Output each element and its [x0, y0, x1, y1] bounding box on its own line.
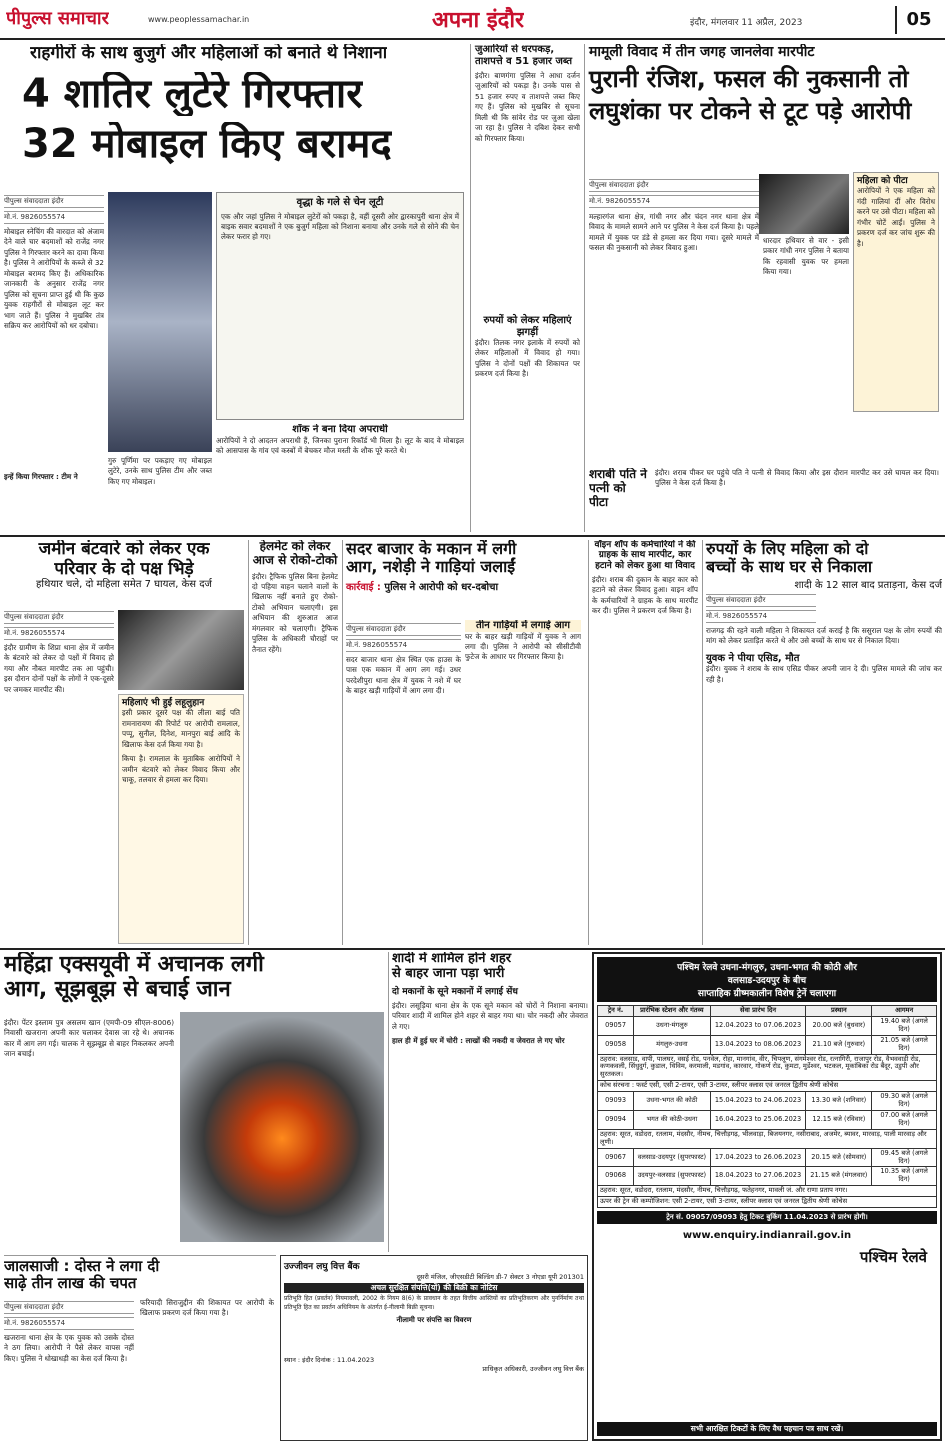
story4-body: इंदौर ग्रामीण के शिप्रा थाना क्षेत्र में जमीन के बंटवारे को लेकर दो पक्षों में विवाद हो गया और नौबत मारपीट तक आ पहुंची। इस दौरान दोनों पक्षों के लोगों ने एक-दूसरे पर जमकर मारपीट की। — [4, 643, 114, 694]
story4-mobile: मो.नं. 9826055574 — [4, 627, 114, 640]
story6-sub-body: घर के बाहर खड़ी गाड़ियों में युवक ने आग लगा दी। पुलिस ने आरोपी को सीसीटीवी फुटेज के आधार पर गिरफ्तार किया है। — [465, 631, 581, 662]
story6-mobile: मो.नं. 9826055574 — [346, 639, 461, 652]
railway-halts1: ठहराव: वलसाड, वापी, पालघर, वसई रोड, पनवेल, रोहा, मानगांव, वीर, चिपलूण, संगमेश्वर रोड, रत्नागिरी, राजापुर रोड, वैभववाड़ी रोड, कणकवली, सिंधुदुर्ग, कुडाल, थिविम, करमाली, मडगांव, कारवार, गोकर्ण रोड, कुमटा, मुर्डेश्वर, भटकल, मूकांबिका रोड बैंदूर, उडुपी और सुरतकल। — [598, 1054, 937, 1081]
story8-body: राजगढ़ की रहने वाली महिला ने शिकायत दर्ज कराई है कि ससुराल पक्ष के लोग रुपयों की मांग को लेकर प्रताड़ित करते थे और उसे बच्चों के साथ घर से निकाल दिया। — [706, 625, 942, 646]
story10-headline1: शादी में शामिल होने शहर — [392, 952, 512, 966]
story11-headline2: साढ़े तीन लाख की चपत — [4, 1274, 137, 1293]
railway-header-arrival: आगमन — [872, 1006, 937, 1017]
story11-byline: पीपुल्स संवाददाता इंदौर — [4, 1301, 134, 1314]
story1-photo — [108, 192, 212, 452]
story1-headline2: 32 मोबाइल किए बरामद — [22, 122, 392, 166]
story11-body2: फरियादी सिराजुद्दीन की शिकायत पर आरोपी के खिलाफ प्रकरण दर्ज किया गया है। — [140, 1298, 274, 1318]
story8-sub: शादी के 12 साल बाद प्रताड़ना, केस दर्ज — [794, 579, 942, 591]
story7-body: इंदौर। शराब की दुकान के बाहर कार को हटाने को लेकर विवाद हुआ। वाइन शॉप के कर्मचारियों ने ग्राहक के साथ मारपीट कर दी। पुलिस ने प्रकरण दर्ज किया है। — [592, 575, 698, 616]
story6-headline2: आग, नशेड़ी ने गाड़ियां जलाईं — [346, 557, 516, 577]
story3-byline: पीपुल्स संवाददाता इंदौर — [589, 179, 759, 192]
story11-mobile: मो.नं. 9826055574 — [4, 1317, 134, 1330]
bank-body: प्रतिभूति हित (प्रवर्तन) नियमावली, 2002 के नियम 8(6) के प्रावधान के तहत वित्तीय आस्तियों का प्रतिभूतिकरण और पुनर्निर्माण तथा प्रतिभूति हित का प्रवर्तन अधिनियम के अंतर्गत ई-नीलामी बिक्री सूचना। — [284, 1295, 584, 1311]
story2-sub-body: इंदौर। तिलक नगर इलाके में रुपयों को लेकर महिलाओं में विवाद हो गया। पुलिस ने दोनों पक्षों की शिकायत पर प्रकरण दर्ज किया है। — [475, 338, 580, 379]
story8-headline1: रुपयों के लिए महिला को दो — [706, 540, 869, 558]
paper-website: www.peoplessamachar.in — [148, 15, 250, 24]
paper-logo: पीपुल्स समाचार — [6, 8, 109, 29]
story3-headline1: पुरानी रंजिश, फसल की नुकसानी तो — [589, 65, 909, 94]
story4-headline2: परिवार के दो पक्ष भिड़े — [54, 558, 194, 579]
story4-body2: किया है। रामलाल के मुताबिक आरोपियों ने जमीन बंटवारे को लेकर विवाद किया और चाकू, तलवार से हमला कर दिया। — [122, 754, 240, 784]
story9-headline1: महिंद्रा एक्सयूवी में अचानक लगी — [4, 952, 264, 977]
railway-coach2: ऊपर की ट्रेन की कम्पोजिशन: एसी 2-टायर, एसी 3-टायर, स्लीपर क्लास एवं जनरल द्वितीय श्रेणी कोचेस — [598, 1197, 937, 1208]
story-mobile-robbers — [4, 44, 466, 532]
railway-title3: साप्ताहिक ग्रीष्मकालीन विशेष ट्रेनें चलाएगा — [697, 989, 837, 999]
railway-website: www.enquiry.indianrail.gov.in — [682, 1230, 852, 1242]
page-number: 05 — [895, 6, 941, 34]
story4-byline: पीपुल्स संवाददाता इंदौर — [4, 611, 114, 624]
bank-footer: स्थान : इंदौर दिनांक : 11.04.2023 — [284, 1356, 375, 1365]
story3-photo — [759, 174, 849, 234]
story2-body: इंदौर। बाणगंगा पुलिस ने आधा दर्जन जुआरियों को पकड़ा है। उनके पास से 51 हजार रुपए व ताशपत्ते जब्त किए गए हैं। पुलिस को मुखबिर से सूचना मिली थी कि सांवेर रोड पर जुआ खेला जा रहा है। पुलिस ने दबिश देकर सभी को गिरफ्तार किया। — [475, 71, 580, 143]
story1-more: इन्हें किया गिरफ्तार : टीम ने — [4, 472, 78, 481]
story-wine-shop-fight — [588, 540, 698, 945]
story10-body: इंदौर। लसूड़िया थाना क्षेत्र के एक सूने मकान को चोरों ने निशाना बनाया। परिवार शादी में शामिल होने शहर से बाहर गया था। चोर नकदी और जेवरात ले गए। — [392, 1000, 588, 1031]
story5-headline1: हेलमेट को लेकर — [259, 540, 331, 553]
railway-bottom: सभी आरक्षित टिकटों के लिए वैध पहचान पत्र साथ रखें। — [597, 1422, 937, 1436]
story3-shrabi-body: इंदौर। शराब पीकर घर पहुंचे पति ने पत्नी से विवाद किया और इस दौरान मारपीट कर उसे घायल कर दिया। पुलिस ने केस दर्ज किया है। — [655, 468, 939, 488]
railway-halts2: ठहराव: सूरत, वडोदरा, रतलाम, मंदसौर, नीमच, चित्तौड़गढ़, भीलवाड़ा, बिजयनगर, नसीराबाद, अजमेर, ब्यावर, मारवाड़, पाली मारवाड़ और लूणी। — [598, 1129, 937, 1148]
story1-body: मोबाइल स्नेचिंग की वारदात को अंजाम देने वाले चार बदमाशों को राजेंद्र नगर पुलिस ने गिरफ्तार करने का दावा किया है। पुलिस ने आरोपियों के कब्जे से 32 मोबाइल बरामद किए हैं। अधिकारिक जानकारी के अनुसार राजेंद्र नगर पुलिस को सूचना प्राप्त हुई थी कि कुछ युवक राहगीरों से मोबाइल लूट कर भाग जाते हैं। पुलिस ने मुखबिर तंत्र सक्रिय कर आरोपियों को धर दबोचा। — [4, 227, 104, 330]
railway-halts3: ठहराव: सूरत, वडोदरा, रतलाम, मंदसौर, नीमच, चित्तौड़गढ़, फतेहनगर, मावली जं. और राणा प्रताप नगर। — [598, 1186, 937, 1197]
bank-address: दूसरी मंजिल, जीएसडीटी बिल्डिंग डी-7 सेक्टर 3 नोएडा यूपी 201301 — [416, 1273, 584, 1281]
railway-header-service: सेवा प्रारंभ दिन — [710, 1006, 806, 1017]
story3-box-head: महिला को पीटा — [857, 176, 908, 186]
story6-headline1: सदर बाजार के मकान में लगी — [346, 540, 517, 558]
table-row: 09067 वलसाड-उदयपुर (सुपरफास्ट) 17.04.2023 to 26.06.2023 20.15 बजे (सोमवार) 09.45 बजे (अगले दिन) — [598, 1148, 937, 1167]
story2-sub-head: रुपयों को लेकर महिलाएं झगड़ीं — [483, 315, 572, 338]
story10-highlight: हाल ही में हुई घर में चोरी : लाखों की नकदी व जेवरात ले गए चोर — [392, 1036, 565, 1046]
story1-shock-head: शॉक ने बना दिया अपराधी — [292, 424, 388, 435]
story1-side-body: एक और जहां पुलिस ने मोबाइल लुटेरों को पकड़ा है, वहीं दूसरी ओर द्वारकापुरी थाना क्षेत्र में बाइक सवार बदमाशों ने एक बुजुर्ग महिला को निशाना बनाया और उनके गले से सोने की चेन लेकर फरार हो गए। — [221, 211, 459, 242]
story11-headline1: जालसाजी : दोस्त ने लगा दी — [4, 1257, 160, 1275]
railway-header-departure: प्रस्थान — [806, 1006, 872, 1017]
table-row: 09058 मंगलुरु-उधना 13.04.2023 to 08.06.2023 21.10 बजे (गुरुवार) 21.05 बजे (अगले दिन) — [598, 1035, 937, 1054]
railway-booking: ट्रेन सं. 09057/09093 हेतु टिकट बुकिंग 11.04.2023 से प्रारंभ होगी। — [597, 1211, 937, 1224]
story3-mobile: मो.नं. 9826055574 — [589, 195, 759, 208]
story-woman-thrown-out — [702, 540, 942, 945]
story3-kicker: मामूली विवाद में तीन जगह जानलेवा मारपीट — [589, 44, 815, 60]
story4-sub: हथियार चले, दो महिला समेत 7 घायल, केस दर्ज — [36, 579, 212, 591]
story-burglary — [388, 952, 588, 1252]
railway-header-train: ट्रेन नं. — [598, 1006, 634, 1017]
bank-name: उज्जीवन लघु वित्त बैंक — [284, 1262, 360, 1272]
story6-body: सदर बाजार थाना क्षेत्र स्थित एक हाउस के पास एक मकान में आग लग गई। उधर परदेशीपुरा थाना क्षेत्र में युवक ने नशे में घर के बाहर खड़ी गाड़ियों में आग लगा दी। — [346, 655, 461, 696]
story3-body: मल्हारगंज थाना क्षेत्र, गांधी नगर और चंदन नगर थाना क्षेत्र में विवाद के मामले सामने आने पर पुलिस ने केस दर्ज किया है। पहले मामले में युवक पर डंडे से हमला कर दिया गया। दूसरे मामले में फसल की नुकसानी को लेकर विवाद हुआ। — [589, 212, 759, 253]
story-sadar-bazaar-fire — [342, 540, 584, 945]
story1-headline1: 4 शातिर लुटेरे गिरफ्तार — [22, 72, 363, 116]
story-helmet-drive — [248, 540, 338, 945]
story1-photo-caption: गुरु पूर्णिमा पर पकड़ाए गए मोबाइल लुटेरे, उनके साथ पुलिस टीम और जब्त किए गए मोबाइल। — [108, 456, 212, 486]
masthead — [0, 0, 945, 40]
story1-mobile: मो.नं. 9826055574 — [4, 211, 104, 224]
story2-kicker: जुआरियों से धरपकड़, ताशपत्ते व 51 हजार जब्त — [475, 44, 573, 67]
story4-photo-head: महिलाएं भी हुईं लहूलुहान — [122, 698, 205, 708]
story8-sub-body: इंदौर। युवक ने शराब के साथ एसिड पीकर अपनी जान दे दी। पुलिस मामले की जांच कर रही है। — [706, 664, 942, 684]
story-fraud — [4, 1255, 276, 1441]
story-three-fights — [584, 44, 942, 532]
story1-side-head: वृद्धा के गले से चेन लूटी — [296, 197, 384, 208]
story1-kicker: राहगीरों के साथ बुजुर्ग और महिलाओं को बनाते थे निशाना — [30, 44, 388, 63]
table-row: 09068 उदयपुर-वलसाड (सुपरफास्ट) 18.04.2023 to 27.06.2023 21.15 बजे (मंगलवार) 10.35 बजे (अगले दिन) — [598, 1167, 937, 1186]
story3-shrabi-head: शराबी पति ने पत्नी को पीटा — [589, 468, 647, 509]
story3-headline2: लघुशंका पर टोकने से टूट पड़े आरोपी — [589, 96, 912, 125]
story6-byline: पीपुल्स संवाददाता इंदौर — [346, 623, 461, 636]
story6-action-text: पुलिस ने आरोपी को धर-दबोचा — [384, 581, 499, 593]
story8-mobile: मो.नं. 9826055574 — [706, 610, 816, 623]
table-row: 09057 उधना-मंगलुरु 12.04.2023 to 07.06.2023 20.00 बजे (बुधवार) 19.40 बजे (अगले दिन) — [598, 1016, 937, 1035]
bank-notice — [280, 1255, 588, 1441]
story9-headline2: आग, सूझबूझ से बचाई जान — [4, 977, 231, 1003]
dateline: इंदौर, मंगलवार 11 अप्रैल, 2023 — [690, 18, 803, 28]
story9-body: इंदौर। पेंटर इस्लाम पुत्र असलम खान (एमपी-09 सीएल-8006) निवासी खजराना अपनी कार चलाकर देवास जा रहे थे। अचानक कार में आग लग गई। चालक ने सूझबूझ से बाहर निकलकर अपनी जान बचाई। — [4, 1018, 174, 1059]
story8-byline: पीपुल्स संवाददाता इंदौर — [706, 594, 816, 607]
story1-byline: पीपुल्स संवाददाता इंदौर — [4, 195, 104, 208]
railway-table — [597, 1005, 937, 1208]
story5-headline2: आज से रोको-टोको — [252, 552, 338, 567]
story4-photo — [118, 610, 244, 690]
story-land-dispute — [4, 540, 244, 945]
story10-headline2: से बाहर जाना पड़ा भारी — [392, 965, 505, 981]
story8-sub-head: युवक ने पीया एसिड, मौत — [706, 652, 800, 664]
story11-body: खजराना थाना क्षेत्र के एक युवक को उसके दोस्त ने ठग लिया। आरोपी ने पैसे लेकर वापस नहीं किए। पुलिस ने धोखाधड़ी का केस दर्ज किया है। — [4, 1333, 134, 1363]
railway-coach1: कोच संरचना : फर्स्ट एसी, एसी 2-टायर, एसी 3-टायर, स्लीपर क्लास एवं जनरल द्वितीय श्रेणी कोचेस — [598, 1081, 937, 1092]
story1-shock-body: आरोपियों ने दो आदतन अपराधी हैं, जिनका पुराना रिकॉर्ड भी मिला है। लूट के बाद वे मोबाइल को आसपास के गांव एवं कस्बों में बेचकर मौज मस्ती के शौक पूरे करते थे। — [216, 435, 464, 455]
story-gamblers — [470, 44, 580, 532]
railway-title1: पश्चिम रेलवे उधना-मंगलुरु, उधना-भगत की कोठी और — [677, 963, 857, 973]
story3-photo-caption: धारदार हथियार से वार - इसी प्रकार गांधी नगर पुलिस ने बताया कि रहवासी युवक पर हमला किया गया। — [763, 236, 849, 277]
story4-photo-body: इसी प्रकार दूसरे पक्ष की लीला बाई पति रामनारायण की रिपोर्ट पर आरोपी रामलाल, पप्पू, सुनील, दिनेश, मानपुरा बाई आदि के खिलाफ केस दर्ज किया गया है। — [122, 708, 240, 749]
story3-box-body: आरोपियों ने एक महिला को गंदी गालियां दीं और विरोध करने पर उसे पीटा। महिला को गंभीर चोटें आईं। पुलिस ने प्रकरण दर्ज कर जांच शुरू की है। — [857, 186, 935, 248]
railway-ad — [592, 952, 942, 1441]
story9-photo — [180, 1012, 384, 1242]
bank-signer: प्राधिकृत अधिकारी, उज्जीवन लघु वित्त बैंक — [482, 1365, 584, 1374]
story-xuv-fire — [4, 952, 384, 1252]
table-row: 09094 भगत की कोठी-उधना 16.04.2023 to 25.06.2023 12.15 बजे (रविवार) 07.00 बजे (अगले दिन) — [598, 1110, 937, 1129]
story8-headline2: बच्चों के साथ घर से निकाला — [706, 557, 873, 577]
railway-brand: पश्चिम रेलवे — [859, 1248, 927, 1267]
bank-auction-head: नीलामी पर संपत्ति का विवरण — [396, 1316, 472, 1325]
story10-sub: दो मकानों के सूने मकानों में लगाई सेंध — [392, 986, 518, 997]
railway-header-route: प्रारंभिक स्टेशन और गंतव्य — [634, 1006, 711, 1017]
story6-sub-head: तीन गाड़ियों में लगाई आग — [465, 620, 581, 632]
story6-action-label: कार्रवाई : — [346, 581, 381, 593]
bank-notice-title: अचल सुरक्षित संपत्ति(यों) की बिक्री का नोटिस — [284, 1283, 584, 1293]
story4-headline1: जमीन बंटवारे को लेकर एक — [38, 540, 210, 559]
table-row: 09093 उधना-भगत की कोठी 15.04.2023 to 24.06.2023 13.30 बजे (शनिवार) 09.30 बजे (अगले दिन) — [598, 1092, 937, 1111]
story5-body: इंदौर। ट्रैफिक पुलिस बिना हेलमेट दो पहिया वाहन चलाने वालों के खिलाफ नहीं बनाते हुए रोको-टोको अभियान चलाएगी। इस अभियान की शुरुआत आज मंगलवार को चलाएगी। ट्रैफिक पुलिस के अधिकारी चौराहों पर तैनात रहेंगे। — [252, 571, 338, 654]
section-title: अपना इंदौर — [432, 8, 525, 33]
railway-title2: वलसाड-उदयपुर के बीच — [727, 976, 807, 986]
story7-headline: वॉइन शॉप के कर्मचारियों ने की ग्राहक के साथ मारपीट, कार हटाने को लेकर हुआ था विवाद — [594, 540, 696, 571]
